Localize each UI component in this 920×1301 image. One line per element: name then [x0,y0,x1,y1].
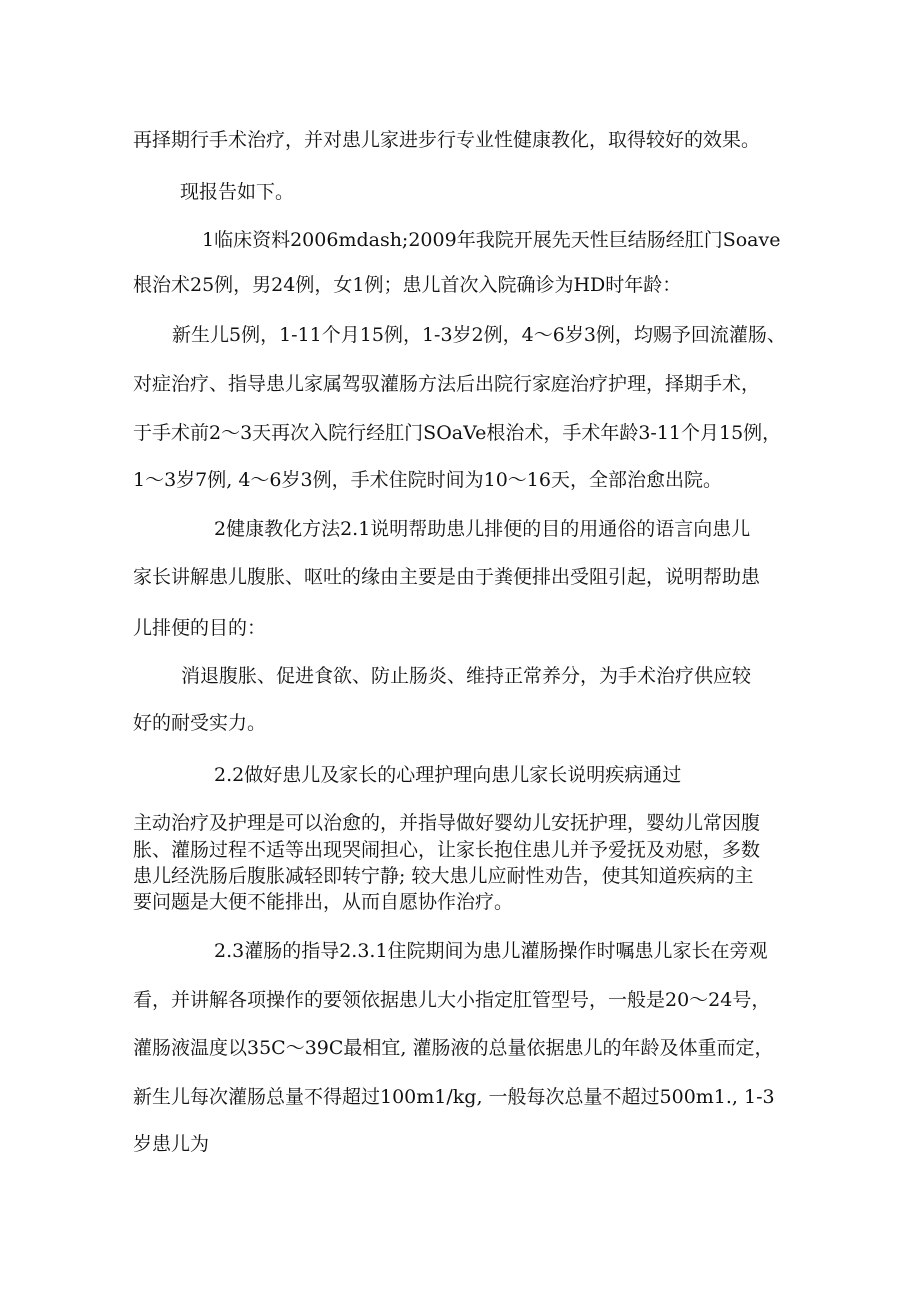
text-line: 患儿经洗肠后腹胀减轻即转宁静; 较大患儿应耐性劝告，使其知道疾病的主 [133,865,754,887]
text-line: 儿排便的目的： [133,617,267,639]
text-line: 岁患儿为 [133,1133,210,1155]
text-line: 新生儿5例，1-11个月15例，1-3岁2例，4～6岁3例，均赐予回流灌肠、 [172,324,786,346]
text-line: 于手术前2～3天再次入院行经肛门SOaVe根治术，手术年龄3-11个月15例， [133,422,782,444]
text-line: 看，并讲解各项操作的要领依据患儿大小指定肛管型号，一般是20～24号， [133,989,771,1011]
text-line: 对症治疗、指导患儿家属驾驭灌肠方法后出院行家庭治疗护理，择期手术， [133,373,761,395]
text-line: 好的耐受实力。 [133,712,267,734]
text-line: 2健康教化方法2.1说明帮助患儿排便的目的用通俗的语言向患儿 [214,518,751,540]
text-line: 消退腹胀、促进食欲、防止肠炎、维持正常养分，为手术治疗供应较 [181,665,752,687]
text-line: 胀、灌肠过程不适等出现哭闹担心，让家长抱住患儿并予爱抚及劝慰，多数 [133,839,761,861]
text-line: 家长讲解患儿腹胀、呕吐的缘由主要是由于粪便排出受阻引起，说明帮助患 [133,566,761,588]
text-line: 要问题是大便不能排出，从而自愿协作治疗。 [133,891,514,913]
text-line: 主动治疗及护理是可以治愈的，并指导做好婴幼儿安抚护理，婴幼儿常因腹 [133,812,761,834]
text-line: 再择期行手术治疗，并对患儿家进步行专业性健康教化，取得较好的效果。 [133,129,761,151]
text-line: 根治术25例，男24例，女1例；患儿首次入院确诊为HD时年龄： [133,274,682,296]
text-line: 现报告如下。 [180,181,295,203]
text-line: 2.2做好患儿及家长的心理护理向患儿家长说明疾病通过 [214,764,682,786]
text-line: 新生儿每次灌肠总量不得超过100m1∕kg, 一般每次总量不超过500m1., 1-3 [133,1086,775,1108]
text-line: 1临床资料2006mdash;2009年我院开展先天性巨结肠经肛门Soave [202,229,781,251]
text-line: 2.3灌肠的指导2.3.1住院期间为患儿灌肠操作时嘱患儿家长在旁观 [214,940,768,962]
text-line: 灌肠液温度以35C～39C最相宜, 灌肠液的总量依据患儿的年龄及体重而定， [133,1037,774,1059]
text-line: 1～3岁7例, 4～6岁3例，手术住院时间为10～16天，全部治愈出院。 [133,469,722,491]
